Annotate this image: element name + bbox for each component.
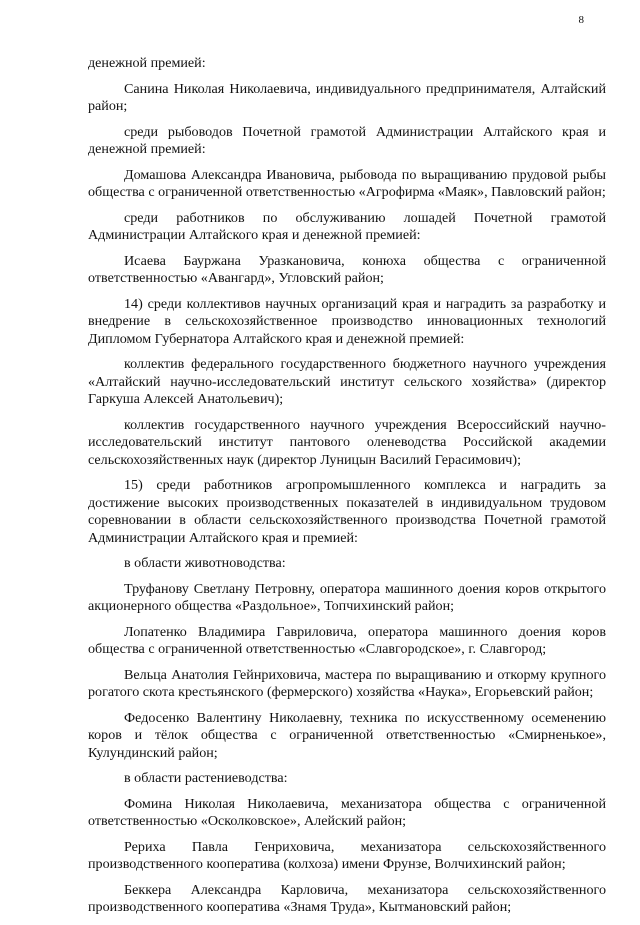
document-body xyxy=(88,55,606,925)
paragraph: среди рыбоводов Почетной грамотой Администрации Алтайского края и денежной премией: xyxy=(88,123,606,157)
paragraph: в области животноводства: xyxy=(124,555,286,571)
paragraph: коллектив федерального государственного бюджетного научного учреждения «Алтайский научно-исследовательский институт сельского хозяйства» (директор Гаркуша Алексей Анатольевич); xyxy=(88,356,606,407)
paragraph: коллектив государственного научного учреждения Всероссийский научно-исследовательский институт пантового оленеводства Российской академии сельскохозяйственных наук (директор Луницын Василий Герасимович); xyxy=(88,416,606,468)
page-number: 8 xyxy=(578,14,584,26)
paragraph: Фомина Николая Николаевича, механизатора общества с ограниченной ответственностью «Осколковское», Алейский район; xyxy=(88,795,606,829)
paragraph: среди работников по обслуживанию лошадей Почетной грамотой Администрации Алтайского края и денежной премией: xyxy=(88,209,606,243)
paragraph: Исаева Бауржана Уразкановича, конюха общества с ограниченной ответственностью «Авангард», Угловский район; xyxy=(88,252,606,286)
paragraph: Домашова Александра Ивановича, рыбовода по выращиванию прудовой рыбы общества с ограниченной ответственностью «Агрофирма «Маяк», Павловский район; xyxy=(88,166,606,200)
paragraph: Труфанову Светлану Петровну, оператора машинного доения коров открытого акционерного общества «Раздольное», Топчихинский район; xyxy=(88,580,606,614)
paragraph: Беккера Александра Карловича, механизатора сельскохозяйственного производственного кооператива «Знамя Труда», Кытмановский район; xyxy=(88,881,606,915)
paragraph: денежной премией: xyxy=(88,55,206,71)
paragraph: Федосенко Валентину Николаевну, техника по искусственному осеменению коров и тёлок общества с ограниченной ответственностью «Смирненькое», Кулундинский район; xyxy=(88,709,606,761)
paragraph: Санина Николая Николаевича, индивидуального предпринимателя, Алтайский район; xyxy=(88,80,606,114)
paragraph: Вельца Анатолия Гейнриховича, мастера по выращиванию и откорму крупного рогатого скота крестьянского (фермерского) хозяйства «Наука», Егорьевский район; xyxy=(88,666,606,700)
paragraph: Лопатенко Владимира Гавриловича, оператора машинного доения коров общества с ограниченной ответственностью «Славгородское», г. Славгород; xyxy=(88,623,606,657)
paragraph: Рериха Павла Генриховича, механизатора сельскохозяйственного производственного кооператива (колхоза) имени Фрунзе, Волчихинский район; xyxy=(88,838,606,872)
paragraph: 14) среди коллективов научных организаций края и наградить за разработку и внедрение в сельскохозяйственное производство инновационных технологий Дипломом Губернатора Алтайского края и денежной премией: xyxy=(88,295,606,347)
paragraph: в области растениеводства: xyxy=(124,770,288,786)
paragraph: 15) среди работников агропромышленного комплекса и наградить за достижение высоких производственных показателей в индивидуальном трудовом соревновании в области сельскохозяйственного производства Почетной грамотой Администрации Алтайского края и премией: xyxy=(88,477,606,546)
